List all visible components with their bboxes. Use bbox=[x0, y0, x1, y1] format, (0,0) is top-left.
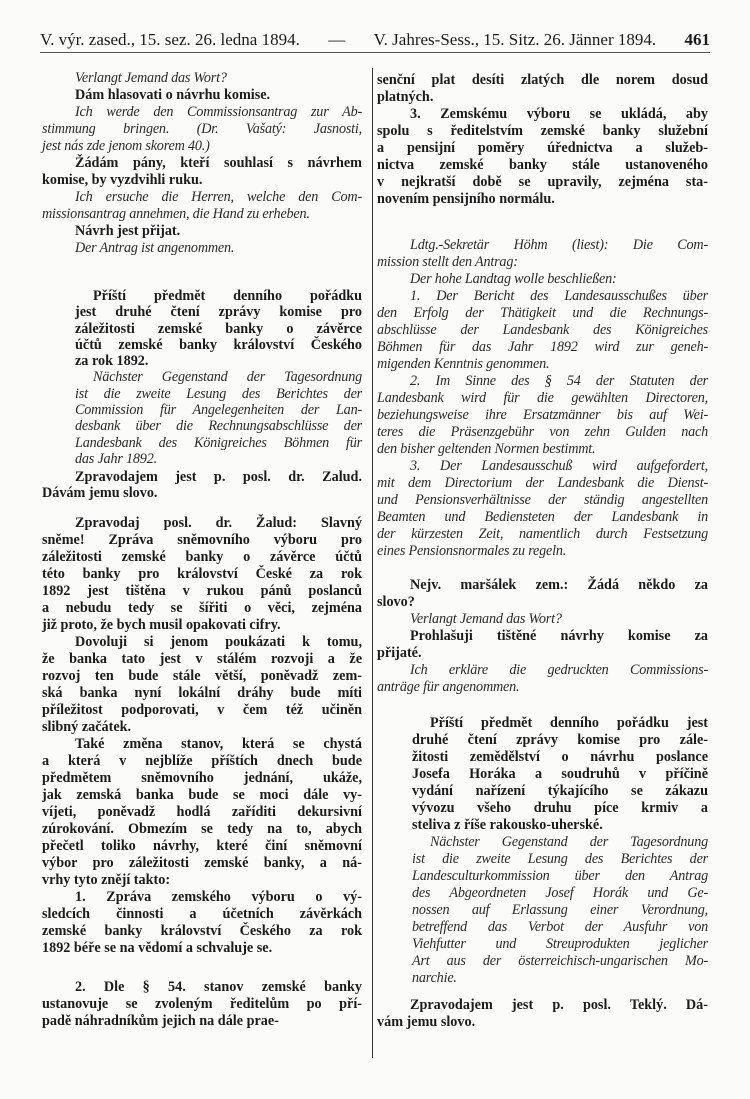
text-line: des Abgeordneten Josef Horák und Ge- bbox=[412, 885, 708, 901]
text-line: Zpravodajem jest p. posl. dr. Zalud. bbox=[75, 469, 362, 485]
text-line: missionsantrag annehmen, die Hand zu erheben. bbox=[42, 206, 310, 222]
header-dash: — bbox=[328, 30, 346, 49]
text-line: platných. bbox=[377, 89, 434, 105]
paragraph bbox=[377, 662, 708, 696]
paragraph bbox=[42, 736, 362, 889]
text-line: Ich ersuche die Herren, welche den Com- bbox=[75, 189, 362, 205]
text-line: této banky pro království České za rok bbox=[42, 566, 362, 582]
text-line: vývozu všeho druhu píce krmiv a bbox=[412, 800, 708, 816]
text-line: Ich werde den Commissionsantrag zur Ab- bbox=[75, 104, 362, 120]
right-block-secretary-reading bbox=[377, 237, 708, 560]
paragraph bbox=[42, 515, 362, 634]
text-line: mit dem Directorium der Landesbank die Dienst- bbox=[377, 475, 708, 491]
text-line: der kürzesten Zeit, namentlich durch Festsetzung bbox=[377, 526, 708, 542]
right-block-agenda-item bbox=[412, 715, 708, 987]
text-line: anträge für angenommen. bbox=[377, 679, 520, 695]
text-line: das Jahr 1892. bbox=[75, 450, 157, 467]
text-line: jest nás zde jenom skorem 40.) bbox=[42, 138, 210, 154]
text-line: zúrokování. Obmezím se tedy na to, abych bbox=[42, 821, 362, 837]
paragraph bbox=[377, 577, 708, 611]
text-line: Der Antrag ist angenommen. bbox=[75, 240, 235, 256]
text-line: eines Pensionsnormales zu regeln. bbox=[377, 543, 567, 559]
text-line: Böhmen für das Jahr 1892 wird zur geneh- bbox=[377, 339, 708, 355]
text-line: příležitost podporovati, v čem též učiněn bbox=[42, 702, 362, 718]
paragraph bbox=[377, 458, 708, 560]
text-line: betreffend das Verbot der Ausfuhr von bbox=[412, 919, 708, 935]
paragraph bbox=[377, 373, 708, 458]
text-line: vydání nařízení týkajícího se zákazu bbox=[412, 783, 708, 799]
text-line: Josefa Horáka a soudruhů v příčině bbox=[412, 766, 708, 782]
text-line: mission stellt den Antrag: bbox=[377, 254, 518, 270]
text-line: nossen auf Erlassung einer Verordnung, bbox=[412, 902, 708, 918]
text-line: účtů zemské banky království Českého bbox=[75, 336, 362, 353]
paragraph bbox=[377, 997, 708, 1031]
paragraph bbox=[42, 240, 362, 257]
text-line: 1892 béře se na vědomí a schvaluje se. bbox=[42, 940, 273, 956]
text-line: desbank über die Rechnungsabschlüsse der bbox=[75, 418, 362, 435]
running-header bbox=[40, 30, 710, 53]
left-block-agenda-item bbox=[75, 288, 362, 467]
text-line: ustanovuje se zvoleným ředitelům po pří- bbox=[42, 996, 362, 1012]
text-line: přečetl toliko návrhy, které činí sněmovní bbox=[42, 838, 362, 854]
text-line: přijaté. bbox=[377, 645, 422, 661]
text-line: záležitosti zemské banky o závěrce účtů bbox=[42, 549, 362, 565]
paragraph bbox=[42, 189, 362, 223]
header-czech: V. výr. zased., 15. sez. 26. ledna 1894. bbox=[40, 30, 300, 49]
left-block-rapporteur bbox=[42, 469, 362, 502]
text-line: jest druhé čtení zprávy komise pro bbox=[75, 304, 362, 321]
text-line: jak zemská banka bude se moci dále vy- bbox=[42, 787, 362, 803]
header-german: V. Jahres-Sess., 15. Sitz. 26. Jänner 1894. bbox=[373, 30, 657, 49]
text-line: Žádám pány, kteří souhlasí s návrhem bbox=[75, 155, 362, 171]
paragraph bbox=[42, 889, 362, 957]
left-block-report-speech bbox=[42, 515, 362, 957]
text-line: Prohlašuji tištěné návrhy komise za bbox=[410, 628, 708, 644]
text-line: Dám hlasovati o návrhu komise. bbox=[75, 87, 271, 103]
text-line: záležitosti zemské banky o závěrce bbox=[75, 320, 362, 337]
text-line: že banka tato jest v stálém rozvoji a že bbox=[42, 651, 362, 667]
paragraph bbox=[377, 237, 708, 271]
text-line: výbor pro záležitosti zemské banky, a ná- bbox=[42, 855, 362, 871]
paragraph bbox=[42, 634, 362, 736]
text-line: Dávám jemu slovo. bbox=[42, 485, 158, 502]
text-line: již proto, že bych musil opakovati cifry. bbox=[42, 617, 281, 633]
text-line: Commission für Angelegenheiten der Lan- bbox=[75, 402, 362, 419]
text-line: abschlüsse der Landesbank des Königreiches bbox=[377, 322, 708, 338]
text-line: novením pensijního normálu. bbox=[377, 191, 555, 207]
text-line: Také změna stanov, která se chystá bbox=[75, 736, 362, 752]
text-line: sněme! Zpráva sněmovního výboru pro bbox=[42, 532, 362, 548]
paragraph bbox=[377, 72, 708, 106]
paragraph bbox=[412, 834, 708, 987]
text-line: slibný začátek. bbox=[42, 719, 132, 735]
text-line: Příští předmět denního pořádku jest bbox=[430, 715, 708, 731]
paragraph bbox=[377, 271, 708, 288]
text-line: 2. Dle § 54. stanov zemské banky bbox=[75, 979, 362, 995]
paragraph bbox=[42, 87, 362, 104]
text-line: senční plat desíti zlatých dle norem dosud bbox=[377, 72, 708, 88]
text-line: Příští předmět denního pořádku bbox=[93, 288, 362, 304]
text-line: Nejv. maršálek zem.: Žádá někdo za bbox=[410, 577, 708, 593]
paragraph bbox=[75, 369, 362, 467]
text-line: Zpravodajem jest p. posl. Teklý. Dá- bbox=[410, 997, 708, 1013]
paragraph bbox=[377, 611, 708, 628]
text-line: druhé čtení zprávy komise pro zále- bbox=[412, 732, 708, 748]
paragraph bbox=[42, 223, 362, 240]
paragraph bbox=[377, 106, 708, 208]
text-line: víjeti, poněvadž hodlá zaříditi dekursivní bbox=[42, 804, 362, 820]
text-line: Zpravodaj posl. dr. Žalud: Slavný bbox=[75, 515, 362, 531]
text-line: Art aus der österreichisch-ungarischen Mo- bbox=[412, 953, 708, 969]
right-block-proposal-3 bbox=[377, 72, 708, 208]
text-line: rozvoj ten bude stále větší, poněvadž zem- bbox=[42, 668, 362, 684]
text-line: stimmung bringen. (Dr. Vašatý: Jasnosti, bbox=[42, 121, 362, 137]
text-line: Ich erkläre die gedruckten Commissions- bbox=[410, 662, 708, 678]
text-line: sledcích činnosti a účetních závěrkách bbox=[42, 906, 362, 922]
text-line: Verlangt Jemand das Wort? bbox=[410, 611, 562, 627]
text-line: Der hohe Landtag wolle beschließen: bbox=[410, 271, 617, 287]
text-line: padě náhradníkům jejich na dále prae- bbox=[42, 1013, 279, 1029]
text-line: steliva z říše rakousko-uherské. bbox=[412, 817, 603, 833]
text-line: vrhy tyto znějí takto: bbox=[42, 872, 171, 888]
text-line: teres die Präsenzgebühr von zehn Gulden nach bbox=[377, 424, 708, 440]
text-line: 1892 jest tištěna v rukou pánů poslanců bbox=[42, 583, 362, 599]
text-line: komise, by vyzdvihli ruku. bbox=[42, 172, 203, 188]
text-line: Nächster Gegenstand der Tagesordnung bbox=[430, 834, 708, 850]
text-line: narchie. bbox=[412, 970, 457, 986]
text-line: Ldtg.-Sekretär Höhm (liest): Die Com- bbox=[410, 237, 708, 253]
text-line: 3. Der Landesausschuß wird aufgefordert, bbox=[410, 458, 708, 474]
text-line: v nejkratší době se upravily, zejména sta- bbox=[377, 174, 708, 190]
text-line: ist die zweite Lesung des Berichtes der bbox=[75, 385, 362, 402]
paragraph bbox=[42, 155, 362, 189]
text-line: 2. Im Sinne des § 54 der Statuten der bbox=[410, 373, 708, 389]
text-line: za rok 1892. bbox=[75, 353, 149, 370]
text-line: ská banka nyní lokální dráhy bude míti bbox=[42, 685, 362, 701]
page-number: 461 bbox=[684, 30, 710, 49]
text-line: zemské banky království Českého za rok bbox=[42, 923, 362, 939]
paragraph bbox=[75, 288, 362, 369]
text-line: Landesculturkommission über den Antrag bbox=[412, 868, 708, 884]
text-line: nictva zemské banky stále ustanoveného bbox=[377, 157, 708, 173]
text-line: den Erfolg der Thätigkeit und die Rechnungs- bbox=[377, 305, 708, 321]
text-line: Viehfutter und Streuprodukten jeglicher bbox=[412, 936, 708, 952]
text-line: Návrh jest přijat. bbox=[75, 223, 181, 239]
text-line: Landesbank wird für die gewählten Directoren, bbox=[377, 390, 708, 406]
paragraph bbox=[377, 288, 708, 373]
right-block-rapporteur bbox=[377, 997, 708, 1031]
paragraph bbox=[42, 70, 362, 87]
text-line: Beamten und Bediensteten der Landesbank in bbox=[377, 509, 708, 525]
paragraph bbox=[42, 469, 362, 502]
text-line: ist die zweite Lesung des Berichtes der bbox=[412, 851, 708, 867]
text-line: beziehungsweise ihre Ersatzmänner bis auf Wei- bbox=[377, 407, 708, 423]
column-divider bbox=[372, 68, 373, 1058]
paragraph bbox=[42, 979, 362, 1030]
paragraph bbox=[42, 104, 362, 155]
text-line: žitosti zemědělství o návrhu poslance bbox=[412, 749, 708, 765]
text-line: 1. Der Bericht des Landesausschußes über bbox=[410, 288, 708, 304]
paragraph bbox=[377, 628, 708, 662]
text-line: předmětem sněmovního jednání, ukáže, bbox=[42, 770, 362, 786]
text-line: und Pensionsverhältnisse der ständig angestellten bbox=[377, 492, 708, 508]
text-line: Verlangt Jemand das Wort? bbox=[75, 70, 227, 86]
text-line: 1. Zpráva zemského výboru o vý- bbox=[75, 889, 362, 905]
text-line: migenden Kenntnis genommen. bbox=[377, 356, 550, 372]
left-block-vote bbox=[42, 70, 362, 257]
text-line: a která v nejblíže příštích dnech bude bbox=[42, 753, 362, 769]
text-line: Dovoluji si jenom poukázati k tomu, bbox=[75, 634, 362, 650]
text-line: spolu s ředitelstvím zemské banky služební bbox=[377, 123, 708, 139]
text-line: a nebudu tedy se šířiti o věci, zejména bbox=[42, 600, 362, 616]
left-block-proposal-2 bbox=[42, 979, 362, 1030]
text-line: den bisher geltenden Normen bestimmt. bbox=[377, 441, 596, 457]
text-line: 3. Zemskému výboru se ukládá, aby bbox=[410, 106, 708, 122]
text-line: Landesbank des Königreiches Böhmen für bbox=[75, 434, 362, 451]
text-line: Nächster Gegenstand der Tagesordnung bbox=[93, 369, 362, 386]
paragraph bbox=[412, 715, 708, 834]
right-block-marshal bbox=[377, 577, 708, 696]
text-line: a pensijní poměry úřednictva a služeb- bbox=[377, 140, 708, 156]
text-line: slovo? bbox=[377, 594, 415, 610]
text-line: vám jemu slovo. bbox=[377, 1014, 476, 1030]
